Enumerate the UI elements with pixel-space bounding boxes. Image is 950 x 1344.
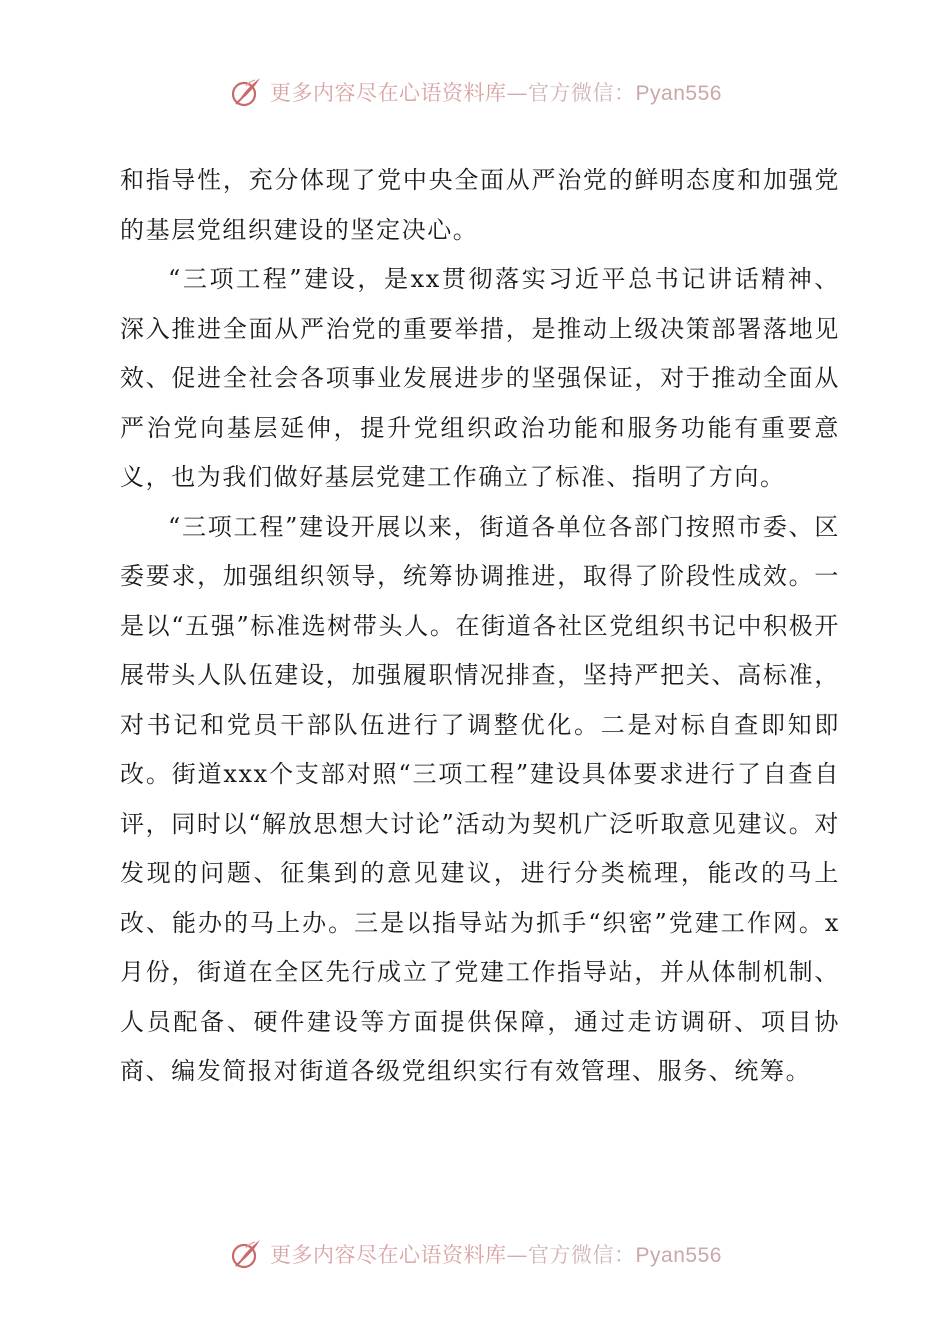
body-text xyxy=(120,156,840,1097)
watermark-main: 更多内容尽在心语资料库 xyxy=(270,81,507,105)
paragraph-2: “三项工程”建设，是xx贯彻落实习近平总书记讲话精神、深入推进全面从严治党的重要举措，是推动上级决策部署落地见效、促进全社会各项事业发展进步的坚强保证，对于推动全面从严治党向基层延伸，提升党组织政治功能和服务功能有重要意义，也为我们做好基层党建工作确立了标准、指明了方向。 xyxy=(120,265,840,491)
watermark-header-inner xyxy=(228,74,722,110)
quill-logo-icon xyxy=(228,74,264,110)
watermark-wechat-id: Pyan556 xyxy=(635,1244,722,1267)
watermark-wechat-label: 官方微信： xyxy=(528,1243,636,1267)
watermark-wechat-label: 官方微信： xyxy=(528,81,636,105)
watermark-main: 更多内容尽在心语资料库 xyxy=(270,1243,507,1267)
watermark-footer xyxy=(0,1230,950,1278)
paragraph-1: 和指导性，充分体现了党中央全面从严治党的鲜明态度和加强党的基层党组织建设的坚定决心。 xyxy=(120,166,840,244)
watermark-dash: — xyxy=(506,81,529,105)
watermark-dash: — xyxy=(506,1243,529,1267)
watermark-header xyxy=(0,68,950,116)
quill-logo-icon xyxy=(228,1236,264,1272)
watermark-text xyxy=(270,77,722,107)
watermark-wechat-id: Pyan556 xyxy=(635,82,722,105)
watermark-footer-inner xyxy=(228,1236,722,1272)
watermark-text xyxy=(270,1239,722,1269)
paragraph-3: “三项工程”建设开展以来，街道各单位各部门按照市委、区委要求，加强组织领导，统筹协调推进，取得了阶段性成效。一是以“五强”标准选树带头人。在街道各社区党组织书记中积极开展带头人队伍建设，加强履职情况排查，坚持严把关、高标准，对书记和党员干部队伍进行了调整优化。二是对标自查即知即改。街道xxx个支部对照“三项工程”建设具体要求进行了自查自评，同时以“解放思想大讨论”活动为契机广泛听取意见建议。对发现的问题、征集到的意见建议，进行分类梳理，能改的马上改、能办的马上办。三是以指导站为抓手“织密”党建工作网。x月份，街道在全区先行成立了党建工作指导站，并从体制机制、人员配备、硬件建设等方面提供保障，通过走访调研、项目协商、编发简报对街道各级党组织实行有效管理、服务、统筹。 xyxy=(120,512,840,1085)
